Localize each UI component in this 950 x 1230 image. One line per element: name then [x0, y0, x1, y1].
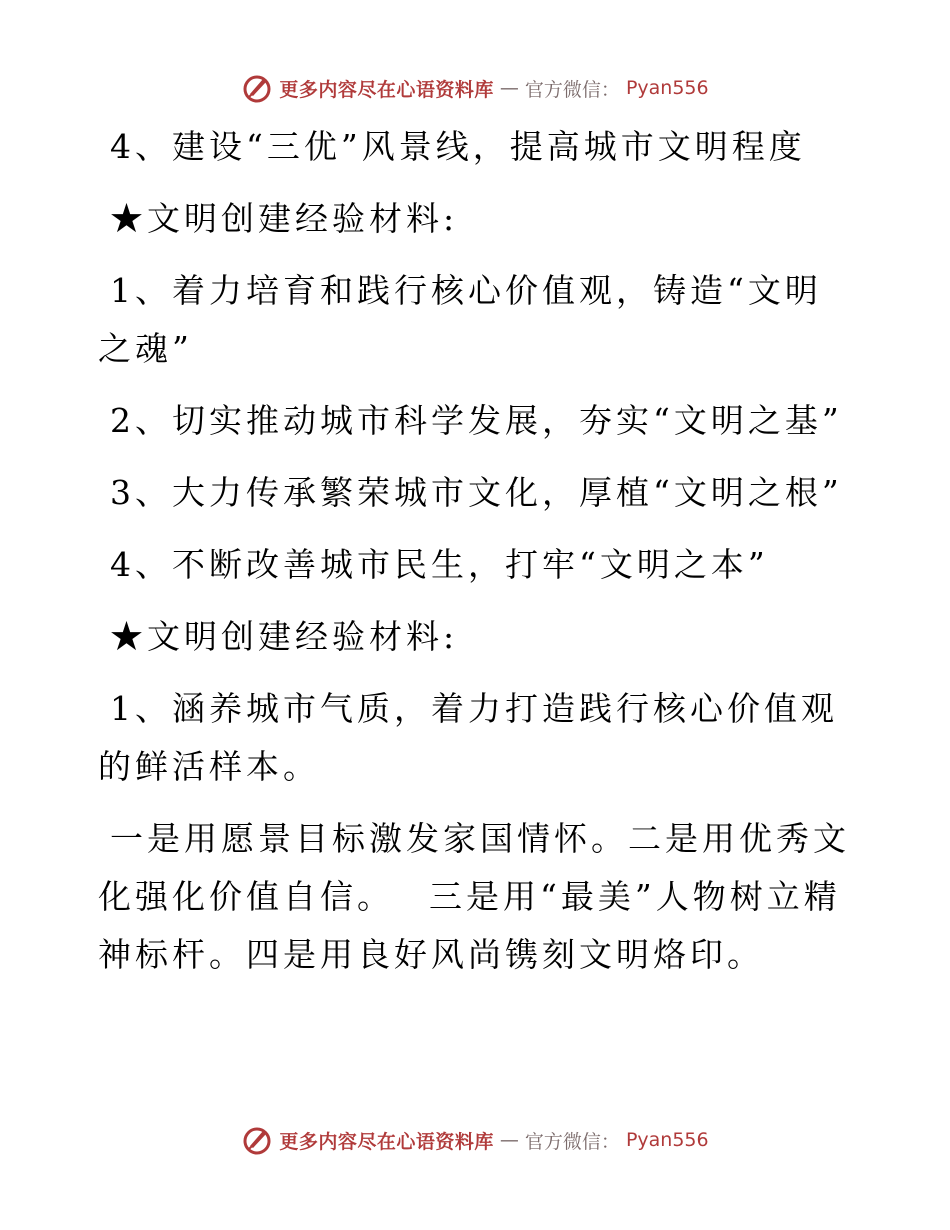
header-watermark-banner [0, 72, 950, 104]
paragraph-item-3-root: 3、大力传承繁荣城市文化，厚植“文明之根” [110, 473, 843, 512]
section-heading: ★文明创建经验材料: [110, 617, 459, 656]
quill-logo-icon [241, 72, 273, 104]
banner-wechat-id: Pyan556 [625, 1129, 709, 1151]
footer-watermark-banner [0, 1124, 950, 1156]
banner-separator: — [499, 77, 519, 99]
banner-wechat-label: 官方微信： [524, 1130, 620, 1153]
paragraph-detail: 一是用愿景目标激发家国情怀。二是用优秀文化强化价值自信。 三是用“最美”人物树立精神标杆。四是用良好风尚镌刻文明烙印。 [98, 819, 850, 974]
banner-text: 更多内容尽在心语资料库 [279, 78, 494, 101]
paragraph-item-2-foundation: 2、切实推动城市科学发展，夯实“文明之基” [110, 401, 843, 440]
paragraph-item-1-temperament: 1、涵养城市气质，着力打造践行核心价值观的鲜活样本。 [98, 689, 838, 786]
banner-wechat-label: 官方微信： [524, 78, 620, 101]
paragraph-item-1-soul: 1、着力培育和践行核心价值观，铸造“文明之魂” [98, 271, 822, 368]
section-heading: ★文明创建经验材料: [110, 199, 459, 238]
banner-wechat-id: Pyan556 [625, 77, 709, 99]
quill-logo-icon [241, 1124, 273, 1156]
document-body [98, 118, 858, 998]
banner-separator: — [499, 1129, 519, 1151]
paragraph-item-4-basis: 4、不断改善城市民生，打牢“文明之本” [110, 545, 769, 584]
banner-text: 更多内容尽在心语资料库 [279, 1130, 494, 1153]
paragraph-item-4-scenic: 4、建设“三优”风景线，提高城市文明程度 [110, 127, 806, 166]
